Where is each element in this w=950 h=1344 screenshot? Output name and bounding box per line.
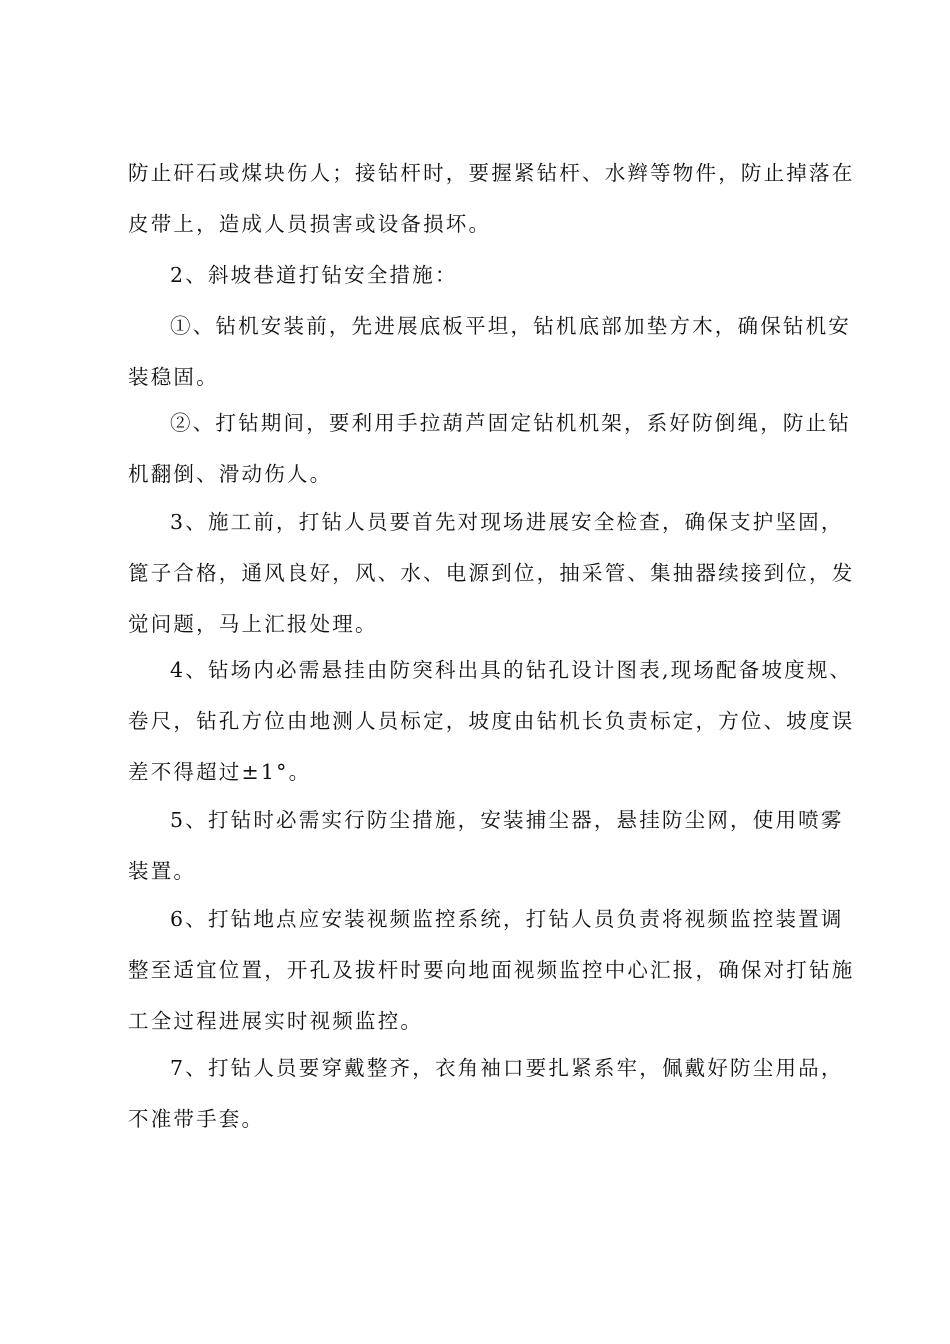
paragraph-item-3 [128,497,855,650]
paragraph-item-5 [128,795,844,897]
text-line: ②、打钻期间，要利用手拉葫芦固定钻机机架，系好防倒绳，防止钻 [170,411,851,435]
text-line: 5、打钻时必需实行防尘措施，安装捕尘器，悬挂防尘网，使用喷雾 [170,808,844,832]
text-line: 差不得超过±1°。 [128,760,312,784]
text-line: 不准带手套。 [128,1107,265,1131]
paragraph-item-2-1 [128,301,851,403]
text-line: 篦子合格，通风良好，风、水、电源到位，抽采管、集抽器续接到位，发 [128,561,855,585]
text-line: 卷尺，钻孔方位由地测人员标定，坡度由钻机长负责标定，方位、坡度误 [128,709,855,733]
paragraph-item-2 [128,250,844,301]
text-line: 4、钻场内必需悬挂由防突科出具的钻孔设计图表,现场配备坡度规、 [170,658,853,682]
text-line: 6、打钻地点应安装视频监控系统，打钻人员负责将视频监控装置调 [170,907,844,931]
text-line: 皮带上，造成人员损害或设备损坏。 [128,212,492,236]
text-line: 2、斜坡巷道打钻安全措施： [170,263,458,287]
text-line: 装置。 [128,859,197,883]
text-line: ①、钻机安装前，先进展底板平坦，钻机底部加垫方木，确保钻机安 [170,314,851,338]
text-line: 装稳固。 [128,365,219,389]
paragraph-item-6 [128,894,855,1047]
paragraph-item-7 [128,1043,844,1145]
text-line: 觉问题，马上汇报处理。 [128,612,378,636]
paragraph-continuation [128,148,855,250]
text-line: 机翻倒、滑动伤人。 [128,462,333,486]
paragraph-item-2-2 [128,398,851,500]
text-line: 3、施工前，打钻人员要首先对现场进展安全检查，确保支护坚固， [170,510,844,534]
paragraph-item-4 [128,645,855,798]
text-line: 整至适宜位置，开孔及拔杆时要向地面视频监控中心汇报，确保对打钻施 [128,958,855,982]
text-line: 7、打钻人员要穿戴整齐，衣角袖口要扎紧系牢，佩戴好防尘用品， [170,1056,844,1080]
text-line: 防止矸石或煤块伤人；接钻杆时，要握紧钻杆、水辫等物件，防止掉落在 [128,161,855,185]
text-line: 工全过程进展实时视频监控。 [128,1009,424,1033]
